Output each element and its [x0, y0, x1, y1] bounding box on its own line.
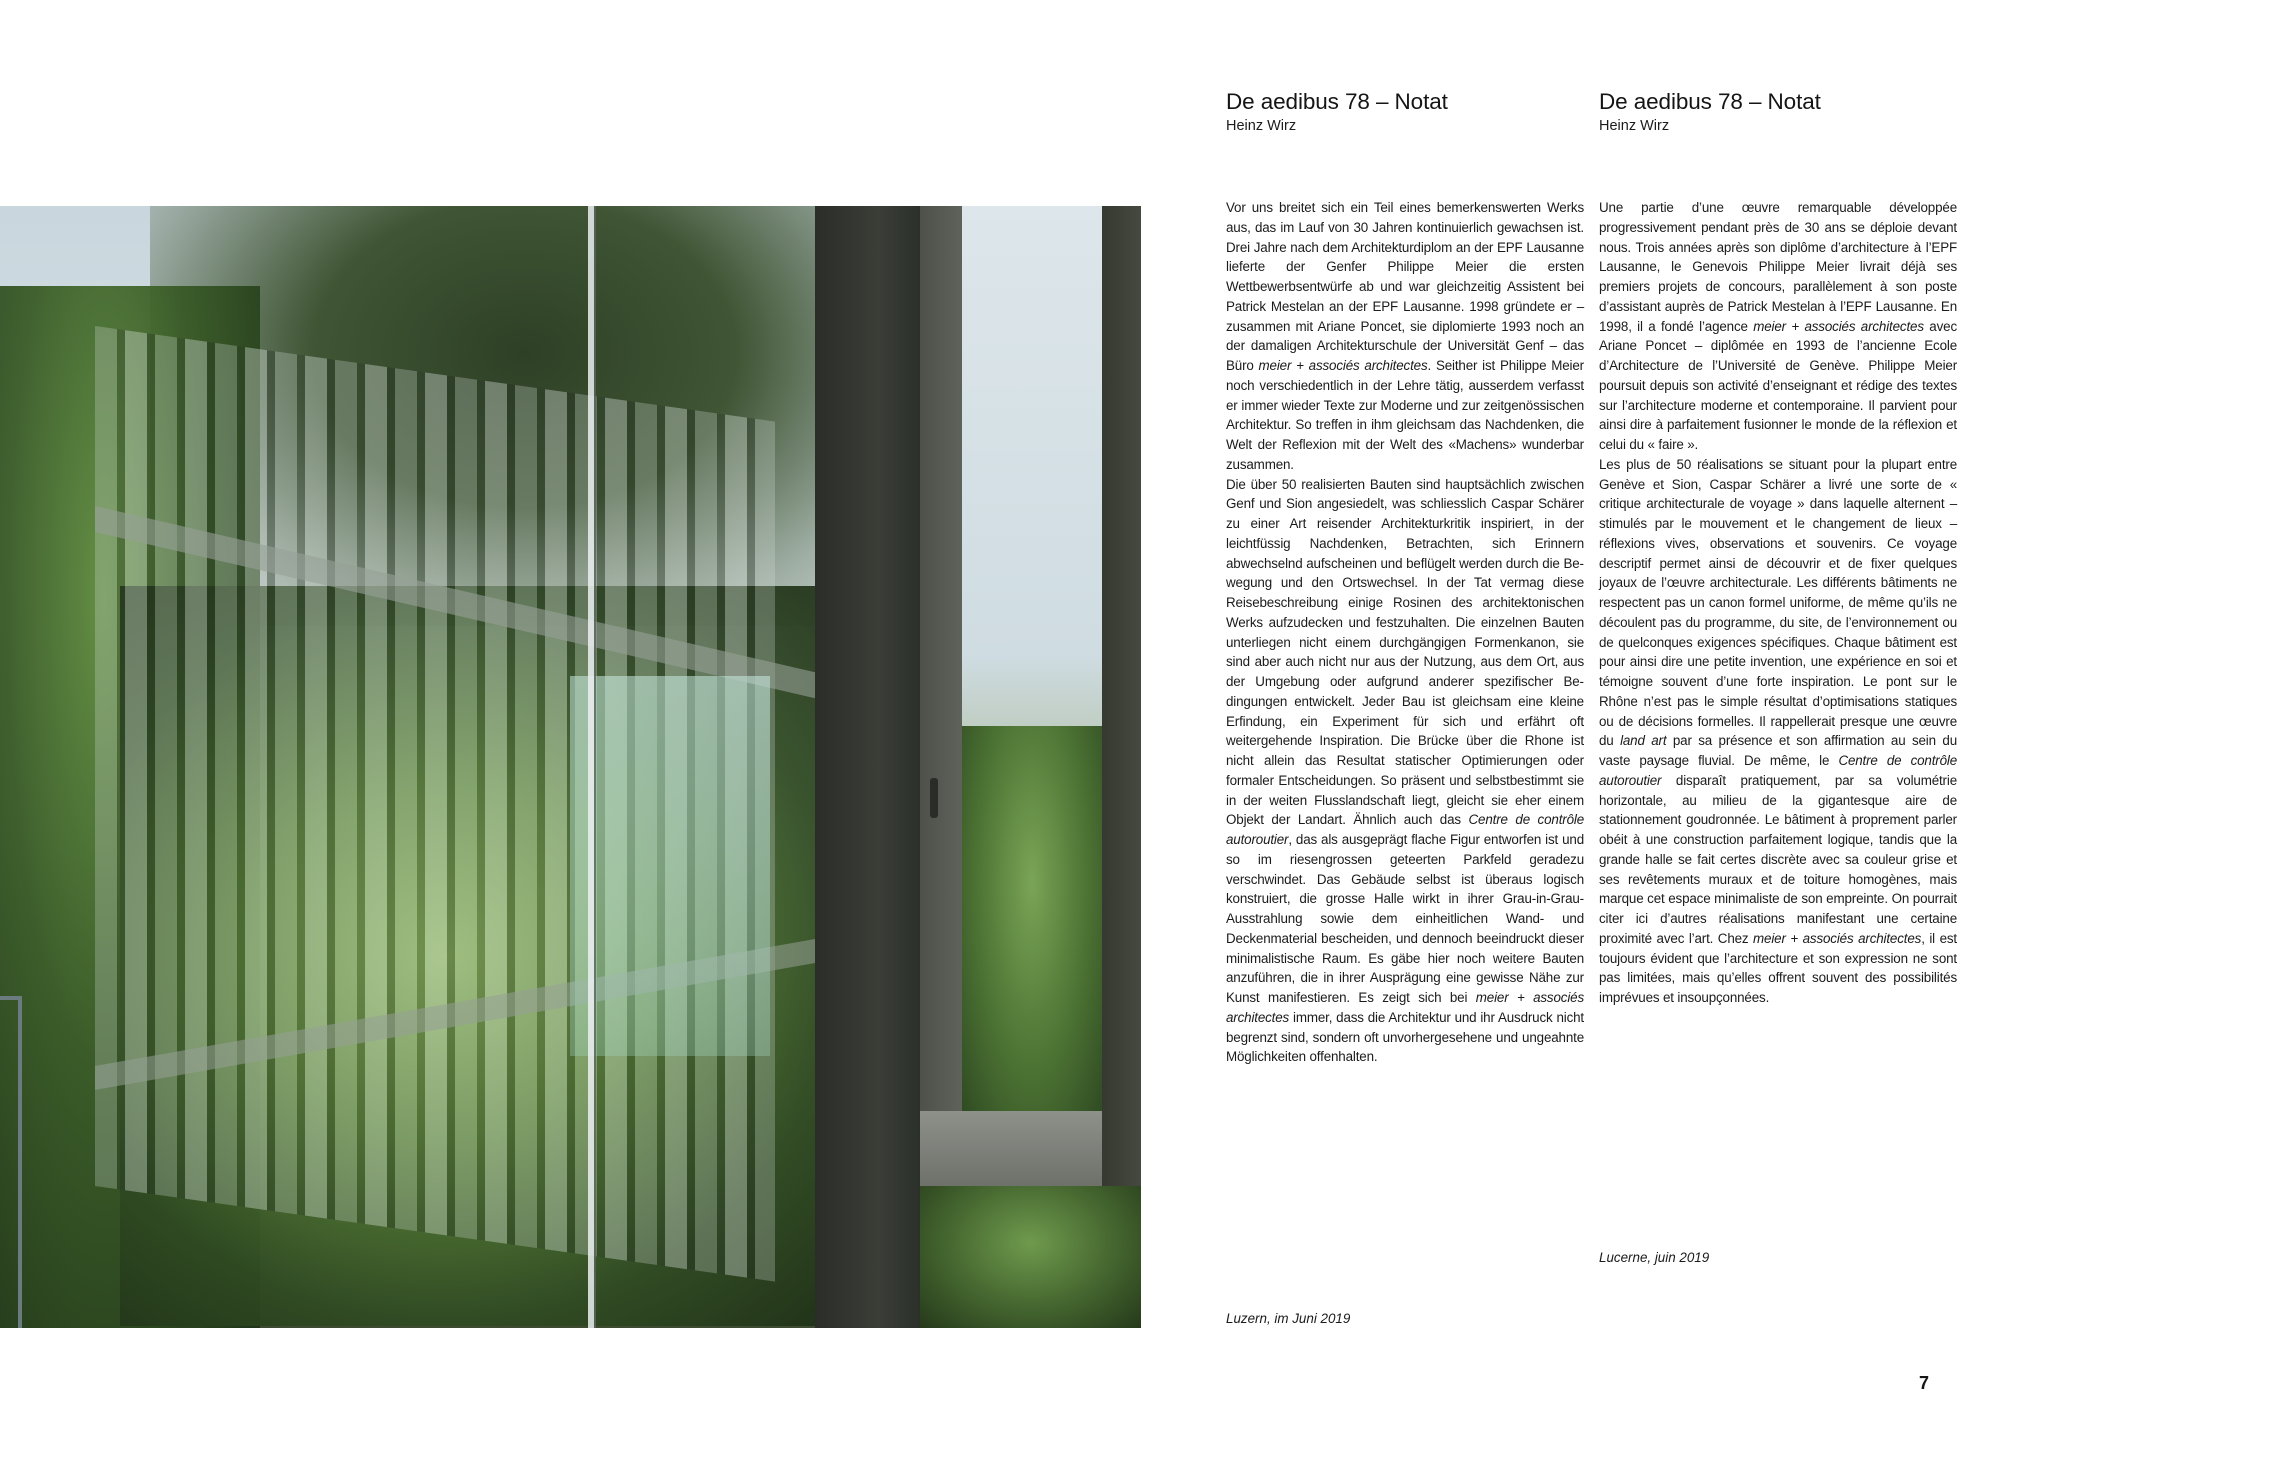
text-run: , il est toujours évident que l’architecture et son expression ne sont pas limitées, mais qu’elles offrent souvent des possibilités imprévues et insoupçonnées.	[1599, 930, 1957, 1005]
body-text-de	[1226, 198, 1584, 1067]
photo-glass-pane	[570, 676, 770, 1056]
italic-text: Centre de contrôle autoroutier	[1599, 753, 1958, 788]
photo-window-trees	[962, 726, 1102, 1116]
signature-de: Luzern, im Juni 2019	[1226, 1311, 1351, 1326]
page-number: 7	[1919, 1373, 1930, 1393]
signature-fr: Lucerne, juin 2019	[1599, 1250, 1710, 1265]
text-run: Une partie d’une œuvre remarquable développée progressivement pendant près de 30 ans se déploie devant nous. Trois années après son diplôme d’architecture à l’EPF Lausanne, le Genevois Philippe Meier livrait déjà ses premiers projets de concours, parallèlement à son poste d’assistant auprès de Patrick Mestelan à l’EPF Lausanne. En 1998, il a fondé l’agence	[1599, 200, 1957, 334]
photo-street-lamp-arm	[0, 996, 22, 1000]
italic-text: meier + associés architectes	[1753, 318, 1924, 334]
body-text-fr	[1599, 198, 1957, 1008]
italic-text: land art	[1620, 733, 1667, 749]
text-run: avec Ariane Poncet – diplômée en 1993 de l’ancienne Ecole d’Architecture de l’Université de Genève. Philippe Meier poursuit depuis son activité d’enseignant et rédige des textes sur l’architecture moderne et contemporaine. Il parvient pour ainsi dire à parfaitement fusionner le monde de la réflexion et celui du « faire ».	[1599, 318, 1957, 452]
photo-foliage-bottom	[920, 1186, 1141, 1328]
photo-street-lamp	[18, 996, 22, 1328]
photo-mullion-edge	[594, 206, 596, 1328]
text-run: par sa présence et son affirmation au sein du vaste paysage fluvial. De même, le	[1599, 733, 1957, 768]
window-handle	[930, 778, 938, 818]
text-run: Vor uns breitet sich ein Teil eines bemerkenswerten Werks aus, das im Lauf von 30 Jahren kontinuierlich gewachsen ist. Drei Jahre nach dem Architekturdiplom an der EPF Lausanne lieferte der Genfer Philippe Meier die ersten Wettbewerbsentwürfe ab und war gleichzeitig Assistent bei Patrick Mestelan an der EPF Lausanne. 1998 gründete er – zusammen mit Ariane Poncet, sie diplomierte 1993 noch an der damaligen Architekturschule der Universität Genf – das Büro	[1226, 200, 1584, 373]
italic-text: Centre de contrôle autoroutier	[1226, 812, 1585, 847]
paragraph	[1599, 198, 1957, 455]
article-title-de: De aedibus 78 – Notat	[1226, 89, 1448, 114]
article-title-fr: De aedibus 78 – Notat	[1599, 89, 1821, 114]
photo-window-frame-right	[1102, 206, 1141, 1186]
paragraph	[1226, 198, 1584, 475]
text-run: , das als ausgeprägt flache Figur entworfen ist und so im riesengrossen geteerten Parkfeld geradezu verschwindet. Das Gebäude selbst ist überaus logisch konstruiert, die grosse Halle wirkt in ihrer Grau-in-Grau-Ausstrahlung sowie dem einheitlichen Wand- und Deckenmaterial bescheiden, und dennoch beeindruckt dieser minimalistische Raum. Es gäbe hier noch weitere Bauten anzuführen, die in ihrer Ausprägung eine gewisse Nähe zur Kunst manifestieren. Es zeigt sich bei	[1226, 832, 1584, 1005]
paragraph	[1226, 475, 1584, 1068]
author-fr: Heinz Wirz	[1599, 118, 1670, 134]
text-run: Die über 50 realisierten Bauten sind hauptsächlich zwischen Genf und Sion angesiedelt, was schliesslich Caspar Schärer zu einer Art reisender Architekturkritik inspiriert, in der leichtfüssig Nachdenken, Betrachten, sich Erinnern abwechselnd aufscheinen und beflügelt werden durch die Bewegung und den Ortswechsel. In der Tat vermag diese Reisebeschreibung einige Rosinen des architektonischen Werks aufzudecken und festzuhalten. Die einzelnen Bauten unterliegen nicht einem durchgängigen Formenkanon, sie sind aber auch nicht nur aus der Nutzung, aus dem Ort, aus der Umgebung oder aufgrund anderer spezifischer Bedingungen entwickelt. Jeder Bau ist gleichsam eine kleine Erfindung, ein Experiment für sich und erfährt oft weitergehende Inspiration. Die Brücke über die Rhone ist nicht allein das Resultat statischer Optimierungen oder formaler Entscheidungen. So präsent und selbstbestimmt sie in der weiten Flusslandschaft liegt, gleicht sie eher einem Objekt der Landart. Ähnlich auch das	[1226, 476, 1584, 828]
photo-window-frame	[815, 206, 920, 1328]
paragraph	[1599, 455, 1957, 1008]
text-run: immer, dass die Architektur und ihr Ausdruck nicht begrenzt sind, sondern oft unvorhergesehene und ungeahnte Möglichkeiten offenhalten.	[1226, 1009, 1584, 1065]
text-run: . Seither ist Philippe Meier noch verschiedentlich in der Lehre tätig, ausserdem verfasst er immer wieder Texte zur Moderne und zur zeitgenössischen Architektur. So treffen in ihm gleichsam das Nachdenken, die Welt der Reflexion mit der Welt des «Machens» wunderbar zusammen.	[1226, 358, 1584, 472]
photo-window-sash	[920, 206, 962, 1186]
italic-text: meier + associés architectes	[1753, 930, 1922, 946]
photo-window-sky	[962, 206, 1102, 766]
author-de: Heinz Wirz	[1226, 118, 1297, 134]
italic-text: meier + associés architectes	[1226, 990, 1584, 1025]
text-run: Les plus de 50 réalisations se situant pour la plupart entre Genève et Sion, Caspar Schärer a livré une sorte de « critique architecturale de voyage » dans laquelle alternent – stimulés par le mouvement et le changement de lieux – réflexions vives, observations et souvenirs. Ce voyage descriptif permet ainsi de découvrir et de fixer quelques joyaux de l’œuvre architecturale. Les différents bâtiments ne respectent pas un canon formel uniforme, de même qu’ils ne découlent pas du programme, du site, de l’environnement ou de quelconques exigences spécifiques. Chaque bâtiment est pour ainsi dire une petite invention, une expérience en soi et témoigne souvent d’une forte inspiration. Le pont sur le Rhône n’est pas le simple résultat d’optimisations statiques ou de décisions formelles. Il rappellerait presque une œuvre du	[1599, 456, 1957, 749]
italic-text: meier + associés architectes	[1258, 358, 1428, 373]
architecture-photo	[0, 206, 1141, 1328]
text-run: disparaît pratiquement, par sa volumétrie horizontale, au milieu de la gigantesque aire de stationnement goudronnée. Le bâtiment à proprement parler obéit à une construction parfaitement logique, tandis que la grande halle se fait certes discrète avec sa couleur grise et ses revêtements muraux et de toiture homogènes, mais marque cet espace minimaliste de son empreinte. On pourrait citer ici d’autres réalisations manifestant une certaine proximité avec l’art. Chez	[1599, 772, 1957, 946]
